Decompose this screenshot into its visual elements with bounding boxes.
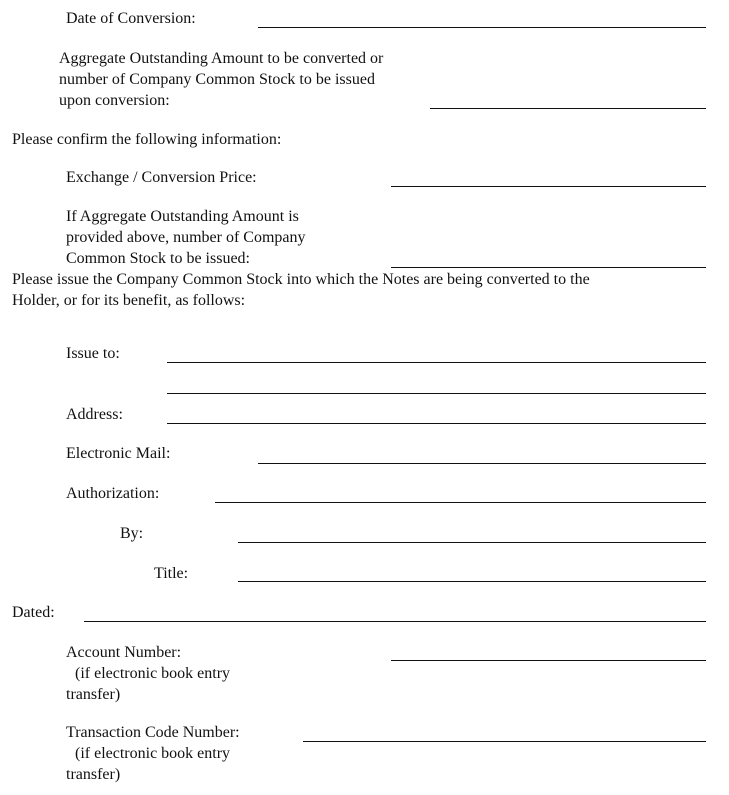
account-number-label bbox=[66, 642, 230, 705]
issue-instruction-line-1: Please issue the Company Common Stock into which the Notes are being converted to the bbox=[12, 271, 590, 288]
stock-to-issue-line-2: provided above, number of Company bbox=[66, 229, 306, 246]
issue-instruction-line-2: Holder, or for its benefit, as follows: bbox=[12, 292, 246, 309]
address-field[interactable] bbox=[167, 423, 706, 424]
account-number-note-2: transfer) bbox=[66, 686, 121, 703]
title-label: Title: bbox=[154, 565, 189, 582]
by-field[interactable] bbox=[238, 542, 706, 543]
issue-to-field-1[interactable] bbox=[167, 362, 706, 363]
date-of-conversion-field[interactable] bbox=[258, 27, 706, 28]
aggregate-amount-label bbox=[59, 48, 383, 111]
electronic-mail-label: Electronic Mail: bbox=[66, 445, 171, 462]
stock-to-issue-field[interactable] bbox=[391, 267, 706, 268]
issue-to-label: Issue to: bbox=[66, 345, 120, 362]
aggregate-amount-field[interactable] bbox=[430, 108, 706, 109]
title-field[interactable] bbox=[238, 581, 706, 582]
authorization-label: Authorization: bbox=[66, 485, 160, 502]
date-of-conversion-label: Date of Conversion: bbox=[66, 10, 196, 27]
transaction-code-title: Transaction Code Number: bbox=[66, 724, 240, 741]
account-number-note-1: (if electronic book entry bbox=[75, 665, 231, 682]
dated-label: Dated: bbox=[12, 604, 55, 621]
transaction-code-label bbox=[66, 722, 240, 785]
by-label: By: bbox=[120, 525, 144, 542]
stock-to-issue-line-1: If Aggregate Outstanding Amount is bbox=[66, 208, 299, 225]
account-number-field[interactable] bbox=[391, 660, 706, 661]
address-label: Address: bbox=[66, 406, 123, 423]
aggregate-amount-line-2: number of Company Common Stock to be issued bbox=[59, 71, 375, 88]
issue-instruction bbox=[12, 269, 590, 311]
confirm-heading: Please confirm the following information: bbox=[12, 131, 282, 148]
transaction-code-note-1: (if electronic book entry bbox=[75, 745, 231, 762]
transaction-code-field[interactable] bbox=[303, 741, 706, 742]
dated-field[interactable] bbox=[84, 621, 706, 622]
transaction-code-note-2: transfer) bbox=[66, 766, 121, 783]
aggregate-amount-line-1: Aggregate Outstanding Amount to be converted or bbox=[59, 50, 384, 67]
electronic-mail-field[interactable] bbox=[258, 463, 706, 464]
conversion-price-label: Exchange / Conversion Price: bbox=[66, 169, 257, 186]
account-number-title: Account Number: bbox=[66, 644, 182, 661]
stock-to-issue-line-3: Common Stock to be issued: bbox=[66, 250, 250, 267]
conversion-price-field[interactable] bbox=[391, 186, 706, 187]
aggregate-amount-line-3: upon conversion: bbox=[59, 92, 170, 109]
stock-to-issue-label bbox=[66, 206, 306, 269]
issue-to-field-2[interactable] bbox=[167, 393, 706, 394]
authorization-field[interactable] bbox=[215, 502, 706, 503]
